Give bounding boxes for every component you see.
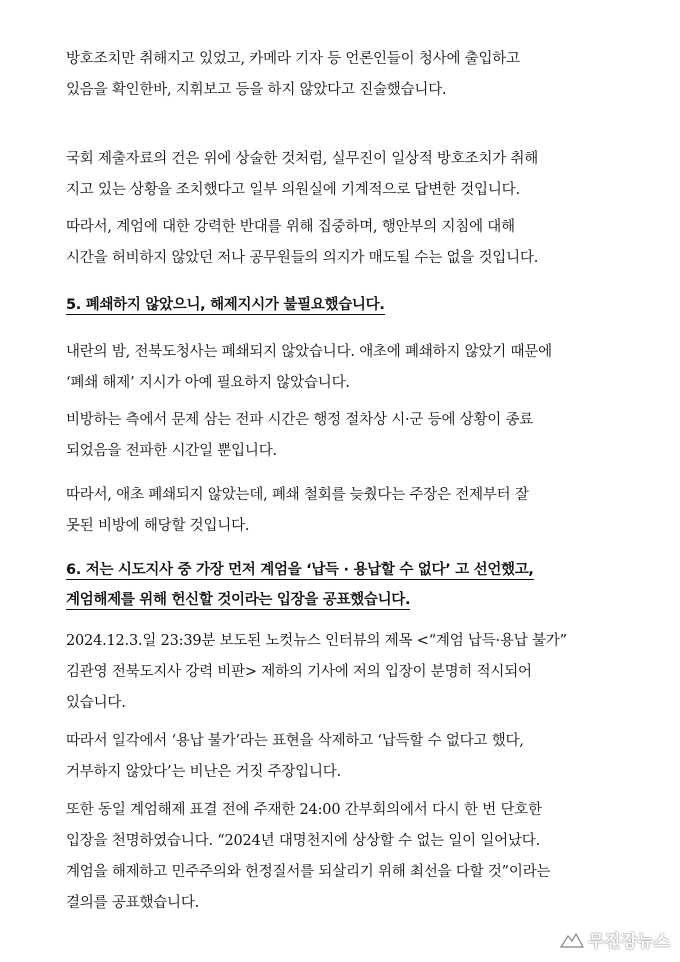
paragraph-conclusion-2 xyxy=(66,480,616,542)
text-line: 2024.12.3.일 23:39분 보도된 노컷뉴스 인터뷰의 제목 <“계엄 납득·용납 불가” xyxy=(66,633,567,649)
heading-line: 계엄해제를 위해 헌신할 것이라는 입장을 공표했습니다. xyxy=(66,592,411,608)
text-line: 따라서, 계엄에 대한 강력한 반대를 위해 집중하며, 행안부의 지침에 대해 xyxy=(66,219,515,235)
paragraph-false-claim xyxy=(66,726,616,788)
text-line: 방호조치만 취해지고 있었고, 카메라 기자 등 언론인들이 청사에 출입하고 xyxy=(66,51,520,67)
text-line: 비방하는 측에서 문제 삼는 전파 시간은 행정 절차상 시·군 등에 상황이 종료 xyxy=(66,412,534,428)
text-line: 계엄을 해제하고 민주주의와 헌정질서를 되살리기 위해 최선을 다할 것”이라는 xyxy=(66,864,551,880)
text-line: 결의를 공표했습니다. xyxy=(66,895,200,911)
text-line: 따라서 일각에서 ‘용납 불가’라는 표현을 삭제하고 ‘납득할 수 없다고 했다, xyxy=(66,733,524,749)
paragraph-assembly-materials xyxy=(66,144,616,206)
text-line: 되었음을 전파한 시간일 뿐입니다. xyxy=(66,443,277,459)
text-line: 있습니다. xyxy=(66,695,126,711)
text-line: 내란의 밤, 전북도청사는 폐쇄되지 않았습니다. 애초에 폐쇄하지 않았기 때문에 xyxy=(66,344,552,360)
heading-line: 6. 저는 시도지사 중 가장 먼저 계엄을 ‘납득 · 용납할 수 없다’ 고 선언했고, xyxy=(66,562,534,578)
text-line: 시간을 허비하지 않았던 저나 공무원들의 의지가 매도될 수는 없을 것입니다. xyxy=(66,250,539,266)
paragraph-staff-meeting xyxy=(66,795,616,919)
text-line: 입장을 천명하였습니다. “2024년 대명천지에 상상할 수 없는 일이 일어났다. xyxy=(66,833,540,849)
paragraph-not-closed xyxy=(66,337,616,399)
text-line: 있음을 확인한바, 지휘보고 등을 하지 않았다고 진술했습니다. xyxy=(66,82,447,98)
heading-line: 5. 폐쇄하지 않았으니, 해제지시가 불필요했습니다. xyxy=(66,297,385,313)
mountain-logo-icon xyxy=(560,931,584,949)
paragraph-interview xyxy=(66,626,616,719)
text-line: ‘폐쇄 해제’ 지시가 아예 필요하지 않았습니다. xyxy=(66,375,350,391)
text-line: 따라서, 애초 폐쇄되지 않았는데, 폐쇄 철회를 늦췄다는 주장은 전제부터 잘 xyxy=(66,487,529,503)
paragraph-conclusion-1 xyxy=(66,212,616,274)
watermark-text: 무진장뉴스 xyxy=(587,932,670,952)
text-line: 또한 동일 계엄해제 표결 전에 주재한 24:00 간부회의에서 다시 한 번 단호한 xyxy=(66,802,542,818)
text-line: 국회 제출자료의 건은 위에 상술한 것처럼, 실무진이 일상적 방호조치가 취해 xyxy=(66,151,539,167)
section-heading-5 xyxy=(66,290,385,320)
paragraph-protection-measures xyxy=(66,44,616,106)
text-line: 못된 비방에 해당할 것입니다. xyxy=(66,518,250,534)
text-line: 김관영 전북도지사 강력 비판> 제하의 기사에 저의 입장이 분명히 적시되어 xyxy=(66,664,532,680)
section-heading-6 xyxy=(66,555,534,615)
paragraph-broadcast-time xyxy=(66,405,616,467)
watermark xyxy=(560,927,670,952)
text-line: 거부하지 않았다’는 비난은 거짓 주장입니다. xyxy=(66,764,341,780)
text-line: 지고 있는 상황을 조치했다고 일부 의원실에 기계적으로 답변한 것입니다. xyxy=(66,182,520,198)
